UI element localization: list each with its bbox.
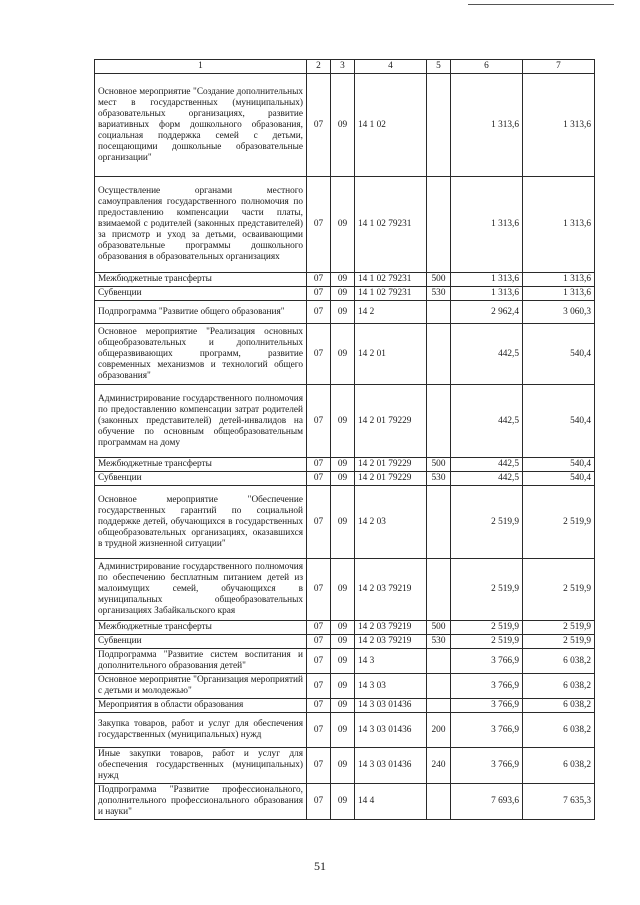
row-amount-1-cell: 442,5 xyxy=(451,324,523,385)
table-row xyxy=(95,287,595,301)
table-row xyxy=(95,621,595,635)
row-section-cell: 07 xyxy=(307,784,331,820)
row-target-code-cell: 14 3 03 01436 xyxy=(355,713,427,748)
header-col-5: 5 xyxy=(427,60,451,74)
row-name-cell: Межбюджетные трансферты xyxy=(95,621,307,635)
row-name-cell: Иные закупки товаров, работ и услуг для обеспечения государственных (муниципальных) нужд xyxy=(95,748,307,784)
page-number: 51 xyxy=(314,859,326,873)
header-col-7: 7 xyxy=(523,60,595,74)
top-rule xyxy=(468,4,614,5)
row-subsection-cell: 09 xyxy=(331,273,355,287)
row-subsection-cell: 09 xyxy=(331,748,355,784)
row-amount-1-cell: 3 766,9 xyxy=(451,713,523,748)
row-section-cell: 07 xyxy=(307,621,331,635)
row-amount-2-cell: 2 519,9 xyxy=(523,635,595,649)
row-amount-2-cell: 540,4 xyxy=(523,458,595,472)
row-amount-1-cell: 7 693,6 xyxy=(451,784,523,820)
row-name-cell: Подпрограмма "Развитие систем воспитания и дополнительного образования детей" xyxy=(95,649,307,674)
row-name-cell: Межбюджетные трансферты xyxy=(95,273,307,287)
row-expense-type-cell: 530 xyxy=(427,472,451,486)
row-subsection-cell: 09 xyxy=(331,177,355,273)
row-target-code-cell: 14 2 01 79229 xyxy=(355,458,427,472)
row-amount-1-cell: 1 313,6 xyxy=(451,273,523,287)
row-amount-2-cell: 2 519,9 xyxy=(523,486,595,559)
table-row xyxy=(95,324,595,385)
row-target-code-cell: 14 2 03 79219 xyxy=(355,635,427,649)
table-header-row xyxy=(95,60,595,74)
row-expense-type-cell: 500 xyxy=(427,458,451,472)
row-target-code-cell: 14 3 03 01436 xyxy=(355,699,427,713)
row-target-code-cell: 14 2 01 79229 xyxy=(355,472,427,486)
row-amount-1-cell: 2 519,9 xyxy=(451,635,523,649)
row-target-code-cell: 14 1 02 xyxy=(355,74,427,177)
row-expense-type-cell: 500 xyxy=(427,621,451,635)
row-subsection-cell: 09 xyxy=(331,649,355,674)
row-amount-1-cell: 3 766,9 xyxy=(451,674,523,699)
row-section-cell: 07 xyxy=(307,472,331,486)
row-amount-2-cell: 3 060,3 xyxy=(523,301,595,324)
row-subsection-cell: 09 xyxy=(331,74,355,177)
row-amount-1-cell: 2 519,9 xyxy=(451,486,523,559)
row-expense-type-cell xyxy=(427,301,451,324)
row-amount-1-cell: 2 962,4 xyxy=(451,301,523,324)
row-amount-1-cell: 2 519,9 xyxy=(451,621,523,635)
row-name-cell: Администрирование государственного полномочия по обеспечению бесплатным питанием детей из малоимущих семей, обучающихся в муниципальных общеобразовательных организациях Забайкальского края xyxy=(95,559,307,621)
row-amount-1-cell: 3 766,9 xyxy=(451,649,523,674)
row-section-cell: 07 xyxy=(307,287,331,301)
row-name-cell: Основное мероприятие "Создание дополнительных мест в государственных (муниципальных) образовательных организациях, развитие вариативных форм дошкольного образования, социальная поддержка семей с детьми, посещающими дошкольные образовательные организации" xyxy=(95,74,307,177)
row-amount-2-cell: 6 038,2 xyxy=(523,649,595,674)
row-expense-type-cell xyxy=(427,649,451,674)
row-expense-type-cell: 240 xyxy=(427,748,451,784)
row-section-cell: 07 xyxy=(307,301,331,324)
row-amount-1-cell: 3 766,9 xyxy=(451,748,523,784)
row-amount-2-cell: 6 038,2 xyxy=(523,748,595,784)
row-section-cell: 07 xyxy=(307,674,331,699)
row-name-cell: Подпрограмма "Развитие профессионального, дополнительного профессионального образования и науки" xyxy=(95,784,307,820)
row-name-cell: Мероприятия в области образования xyxy=(95,699,307,713)
row-target-code-cell: 14 2 xyxy=(355,301,427,324)
table-row xyxy=(95,748,595,784)
table-row xyxy=(95,674,595,699)
header-col-3: 3 xyxy=(331,60,355,74)
header-col-4: 4 xyxy=(355,60,427,74)
row-target-code-cell: 14 3 xyxy=(355,649,427,674)
table-row xyxy=(95,177,595,273)
row-subsection-cell: 09 xyxy=(331,699,355,713)
row-subsection-cell: 09 xyxy=(331,621,355,635)
row-target-code-cell: 14 2 03 xyxy=(355,486,427,559)
row-amount-2-cell: 540,4 xyxy=(523,472,595,486)
row-subsection-cell: 09 xyxy=(331,784,355,820)
row-subsection-cell: 09 xyxy=(331,301,355,324)
header-col-1: 1 xyxy=(95,60,307,74)
row-expense-type-cell: 530 xyxy=(427,635,451,649)
row-subsection-cell: 09 xyxy=(331,635,355,649)
table-row xyxy=(95,713,595,748)
row-amount-2-cell: 540,4 xyxy=(523,324,595,385)
row-section-cell: 07 xyxy=(307,177,331,273)
row-expense-type-cell xyxy=(427,74,451,177)
row-target-code-cell: 14 2 03 79219 xyxy=(355,559,427,621)
row-subsection-cell: 09 xyxy=(331,287,355,301)
row-amount-1-cell: 3 766,9 xyxy=(451,699,523,713)
row-target-code-cell: 14 4 xyxy=(355,784,427,820)
row-name-cell: Субвенции xyxy=(95,635,307,649)
table-row xyxy=(95,559,595,621)
budget-table xyxy=(94,59,595,820)
row-amount-2-cell: 540,4 xyxy=(523,385,595,458)
row-expense-type-cell xyxy=(427,486,451,559)
row-amount-2-cell: 7 635,3 xyxy=(523,784,595,820)
row-section-cell: 07 xyxy=(307,385,331,458)
row-subsection-cell: 09 xyxy=(331,713,355,748)
row-amount-1-cell: 442,5 xyxy=(451,385,523,458)
row-section-cell: 07 xyxy=(307,748,331,784)
row-subsection-cell: 09 xyxy=(331,486,355,559)
row-target-code-cell: 14 2 03 79219 xyxy=(355,621,427,635)
row-target-code-cell: 14 2 01 79229 xyxy=(355,385,427,458)
row-amount-2-cell: 1 313,6 xyxy=(523,273,595,287)
row-section-cell: 07 xyxy=(307,635,331,649)
row-amount-1-cell: 1 313,6 xyxy=(451,74,523,177)
row-expense-type-cell xyxy=(427,324,451,385)
row-expense-type-cell xyxy=(427,559,451,621)
row-name-cell: Субвенции xyxy=(95,472,307,486)
table-row xyxy=(95,458,595,472)
row-amount-2-cell: 1 313,6 xyxy=(523,74,595,177)
table-row xyxy=(95,784,595,820)
row-expense-type-cell xyxy=(427,784,451,820)
table-row xyxy=(95,385,595,458)
row-subsection-cell: 09 xyxy=(331,472,355,486)
row-amount-1-cell: 2 519,9 xyxy=(451,559,523,621)
row-subsection-cell: 09 xyxy=(331,559,355,621)
row-target-code-cell: 14 1 02 79231 xyxy=(355,177,427,273)
row-name-cell: Основное мероприятие "Обеспечение государственных гарантий по социальной поддержке детей, обучающихся в государственных общеобразовательных организациях, оказавшихся в трудной жизненной ситуации" xyxy=(95,486,307,559)
row-name-cell: Подпрограмма "Развитие общего образования" xyxy=(95,301,307,324)
row-name-cell: Осуществление органами местного самоуправления государственного полномочия по предоставлению компенсации части платы, взимаемой с родителей (законных представителей) за присмотр и уход за детьми, осваивающими образовательные программы дошкольного образования в образовательных организациях xyxy=(95,177,307,273)
row-target-code-cell: 14 3 03 01436 xyxy=(355,748,427,784)
table-row xyxy=(95,699,595,713)
row-section-cell: 07 xyxy=(307,273,331,287)
row-section-cell: 07 xyxy=(307,458,331,472)
table-row xyxy=(95,74,595,177)
row-amount-1-cell: 1 313,6 xyxy=(451,177,523,273)
row-section-cell: 07 xyxy=(307,649,331,674)
row-name-cell: Основное мероприятие "Организация мероприятий с детьми и молодежью" xyxy=(95,674,307,699)
table-row xyxy=(95,486,595,559)
row-amount-2-cell: 6 038,2 xyxy=(523,699,595,713)
table-row xyxy=(95,301,595,324)
row-name-cell: Межбюджетные трансферты xyxy=(95,458,307,472)
row-amount-2-cell: 2 519,9 xyxy=(523,621,595,635)
row-expense-type-cell xyxy=(427,699,451,713)
row-amount-1-cell: 1 313,6 xyxy=(451,287,523,301)
row-subsection-cell: 09 xyxy=(331,674,355,699)
row-amount-2-cell: 1 313,6 xyxy=(523,287,595,301)
header-col-6: 6 xyxy=(451,60,523,74)
row-subsection-cell: 09 xyxy=(331,385,355,458)
row-section-cell: 07 xyxy=(307,486,331,559)
table-row xyxy=(95,472,595,486)
row-section-cell: 07 xyxy=(307,74,331,177)
row-target-code-cell: 14 3 03 xyxy=(355,674,427,699)
row-amount-2-cell: 6 038,2 xyxy=(523,713,595,748)
row-section-cell: 07 xyxy=(307,559,331,621)
row-amount-1-cell: 442,5 xyxy=(451,472,523,486)
row-target-code-cell: 14 2 01 xyxy=(355,324,427,385)
row-expense-type-cell xyxy=(427,385,451,458)
row-section-cell: 07 xyxy=(307,324,331,385)
row-expense-type-cell: 500 xyxy=(427,273,451,287)
row-expense-type-cell: 530 xyxy=(427,287,451,301)
row-expense-type-cell: 200 xyxy=(427,713,451,748)
table-row xyxy=(95,273,595,287)
row-target-code-cell: 14 1 02 79231 xyxy=(355,287,427,301)
table-row xyxy=(95,635,595,649)
row-name-cell: Администрирование государственного полномочия по предоставлению компенсации затрат родителей (законных представителей) детей-инвалидов на обучение по основным общеобразовательным программам на дому xyxy=(95,385,307,458)
row-target-code-cell: 14 1 02 79231 xyxy=(355,273,427,287)
row-expense-type-cell xyxy=(427,674,451,699)
row-name-cell: Закупка товаров, работ и услуг для обеспечения государственных (муниципальных) нужд xyxy=(95,713,307,748)
row-amount-2-cell: 6 038,2 xyxy=(523,674,595,699)
row-section-cell: 07 xyxy=(307,713,331,748)
row-name-cell: Основное мероприятие "Реализация основных общеобразовательных и дополнительных общеразвивающих программ, развитие современных механизмов и технологий общего образования" xyxy=(95,324,307,385)
row-section-cell: 07 xyxy=(307,699,331,713)
table-row xyxy=(95,649,595,674)
row-subsection-cell: 09 xyxy=(331,324,355,385)
row-name-cell: Субвенции xyxy=(95,287,307,301)
row-expense-type-cell xyxy=(427,177,451,273)
row-subsection-cell: 09 xyxy=(331,458,355,472)
row-amount-1-cell: 442,5 xyxy=(451,458,523,472)
row-amount-2-cell: 2 519,9 xyxy=(523,559,595,621)
row-amount-2-cell: 1 313,6 xyxy=(523,177,595,273)
header-col-2: 2 xyxy=(307,60,331,74)
